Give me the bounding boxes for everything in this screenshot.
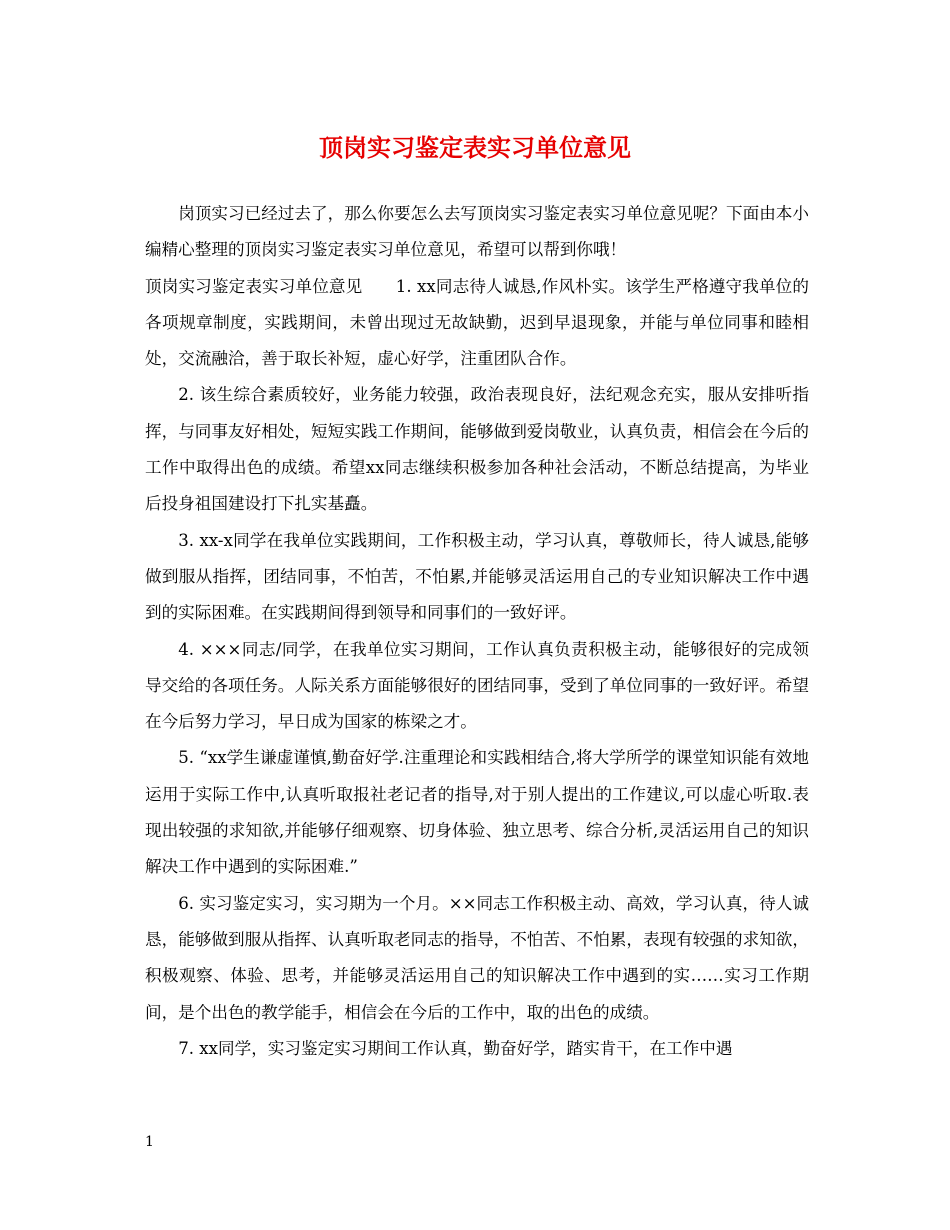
document-body [145,196,809,1067]
paragraph-item-6: 6. 实习鉴定实习，实习期为一个月。××同志工作积极主动、高效，学习认真，待人诚恳，能够做到服从指挥、认真听取老同志的指导，不怕苦、不怕累，表现有较强的求知欲，积极观察、体验、思考，并能够灵活运用自己的知识解决工作中遇到的实……实习工作期间，是个出色的教学能手，相信会在今后的工作中，取的出色的成绩。 [145,893,809,1022]
document-title: 顶岗实习鉴定表实习单位意见 [319,134,631,162]
page-number: 1 [145,1134,154,1150]
paragraph-item-5: 5. “xx学生谦虚谨慎,勤奋好学.注重理论和实践相结合,将大学所学的课堂知识能有效地运用于实际工作中,认真听取报社老记者的指导,对于别人提出的工作建议,可以虚心听取.表现出较强的求知欲,并能够仔细观察、切身体验、独立思考、综合分析,灵活运用自己的知识解决工作中遇到的实际困难.” [145,748,809,877]
paragraph-item-7: 7. xx同学，实习鉴定实习期间工作认真，勤奋好学，踏实肯干，在工作中遇 [178,1038,733,1058]
paragraph-item-4: 4. ×××同志/同学，在我单位实习期间，工作认真负责积极主动，能够很好的完成领导交给的各项任务。人际关系方面能够很好的团结同事，受到了单位同事的一致好评。希望在今后努力学习，早日成为国家的栋梁之才。 [145,639,809,732]
paragraph-item-1: 顶岗实习鉴定表实习单位意见 1. xx同志待人诚恳,作风朴实。该学生严格遵守我单位的各项规章制度，实践期间，未曾出现过无故缺勤，迟到早退现象，并能与单位同事和睦相处，交流融洽，善于取长补短，虚心好学，注重团队合作。 [145,276,809,369]
paragraph-intro: 岗顶实习已经过去了，那么你要怎么去写顶岗实习鉴定表实习单位意见呢？下面由本小编精心整理的顶岗实习鉴定表实习单位意见，希望可以帮到你哦！ [145,204,809,260]
paragraph-item-3: 3. xx-x同学在我单位实践期间，工作积极主动，学习认真，尊敬师长，待人诚恳,能够做到服从指挥，团结同事，不怕苦，不怕累,并能够灵活运用自己的专业知识解决工作中遇到的实际困难。在实践期间得到领导和同事们的一致好评。 [145,530,809,623]
paragraph-item-2: 2. 该生综合素质较好，业务能力较强，政治表现良好，法纪观念充实，服从安排听指挥，与同事友好相处，短短实践工作期间，能够做到爱岗敬业，认真负责，相信会在今后的工作中取得出色的成绩。希望xx同志继续积极参加各种社会活动，不断总结提高，为毕业后投身祖国建设打下扎实基矗。 [145,385,809,514]
